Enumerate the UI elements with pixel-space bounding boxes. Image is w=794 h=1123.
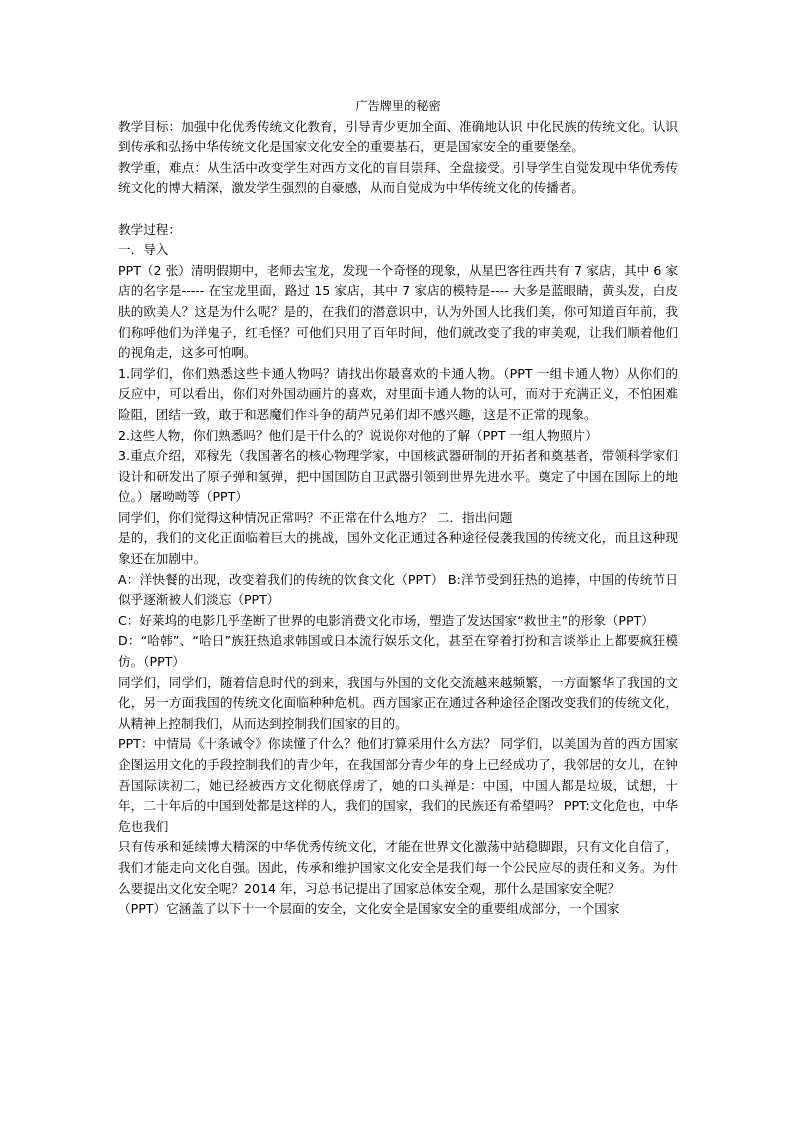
paragraph: D：“哈韩”、“哈日”族狂热追求韩国或日本流行娱乐文化，甚至在穿着打扮和言谈举止上都要疯狂模仿。（PPT） [118,633,678,670]
paragraph: 2.这些人物，你们熟悉吗？他们是干什么的？说说你对他的了解（PPT 一组人物照片） [118,427,598,443]
paragraph-section-intro: 一．导入 [118,242,169,258]
paragraph: PPT：中情局《十条诫令》你读懂了什么？他们打算采用什么方法？ 同学们，以美国为首的西方国家企图运用文化的手段控制我们的青少年，在我国部分青少年的身上已经成功了，我邻居的女儿，在钟吾国际读初二，她已经被西方文化彻底俘虏了，她的口头禅是：中国，中国人都是垃圾，试想，十年，二十年后的中国到处都是这样的人，我们的国家，我们的民族还有希望吗？ PPT:文化危也，中华危也我们 [118,736,678,834]
paragraph: 同学们，你们觉得这种情况正常吗？不正常在什么地方？ 二．指出问题 [118,509,513,525]
document-title: 广告牌里的秘密 [355,99,441,113]
document-body [118,96,678,920]
paragraph: PPT（2 张）清明假期中，老师去宝龙，发现一个奇怪的现象，从星巴客往西共有 7 家店，其中 6 家店的名字是----- 在宝龙里面，路过 15 家店，其中 7 家店的模特是---- 大多是蓝眼睛，黄头发，白皮肤的欧美人？这是为什么呢？是的，在我们的潜意识中，认为外国人比我们美，你可知道百年前，我们称呼他们为洋鬼子，红毛怪？可他们只用了百年时间，他们就改变了我的审美观，让我们顺着他们的视角走，这多可怕啊。 [118,262,678,361]
paragraph: （PPT）它涵盖了以下十一个层面的安全，文化安全是国家安全的重要组成部分，一个国家 [118,901,620,917]
blank-line [118,199,678,220]
paragraph-process-heading: 教学过程： [118,221,181,237]
paragraph: C：好莱坞的电影几乎垄断了世界的电影消费文化市场，塑造了发达国家“救世主”的形象（PPT） [118,612,654,628]
paragraph: 是的，我们的文化正面临着巨大的挑战，国外文化正通过各种途径侵袭我国的传统文化，而且这种现象还在加剧中。 [118,530,678,567]
paragraph: 同学们，同学们，随着信息时代的到来，我国与外国的文化交流越来越频繁，一方面繁华了我国的文化，另一方面我国的传统文化面临种种危机。西方国家正在通过各种途径企图改变我们的传统文化，从精神上控制我们，从而达到控制我们国家的目的。 [118,674,678,731]
paragraph: 1.同学们，你们熟悉这些卡通人物吗？请找出你最喜欢的卡通人物。（PPT 一组卡通人物）从你们的反应中，可以看出，你们对外国动画片的喜欢，对里面卡通人物的认可，而对于充满正义，不怕困难险阻，团结一致，敢于和恶魔们作斗争的葫芦兄弟们却不感兴趣，这是不正常的现象。 [118,365,678,422]
paragraph-teaching-goal: 教学目标：加强中化优秀传统文化教育，引导青少更加全面、准确地认识 中化民族的传统文化。认识到传承和弘扬中华传统文化是国家文化安全的重要基石，更是国家安全的重要堡垒。 [118,118,678,155]
paragraph: 3.重点介绍，邓稼先（我国著名的核心物理学家，中国核武器研制的开拓者和奠基者，带领科学家们设计和研发出了原子弹和氢弹，把中国国防自卫武器引领到世界先进水平。奠定了中国在国际上的地位。）屠呦呦等（PPT） [118,448,678,505]
paragraph-key-points: 教学重，难点：从生活中改变学生对西方文化的盲目崇拜、全盘接受。引导学生自觉发现中华优秀传统文化的博大精深，激发学生强烈的自豪感，从而自觉成为中华传统文化的传播者。 [118,159,678,196]
paragraph: A：洋快餐的出现，改变着我们的传统的饮食文化（PPT） B:洋节受到狂热的追捧，中国的传统节日似乎逐渐被人们淡忘（PPT） [118,571,678,608]
paragraph: 只有传承和延续博大精深的中华优秀传统文化，才能在世界文化激荡中站稳脚跟，只有文化自信了，我们才能走向文化自强。因此，传承和维护国家文化安全是我们每一个公民应尽的责任和义务。为什么要提出文化安全呢？2014 年，习总书记提出了国家总体安全观，那什么是国家安全呢？ [118,839,678,896]
